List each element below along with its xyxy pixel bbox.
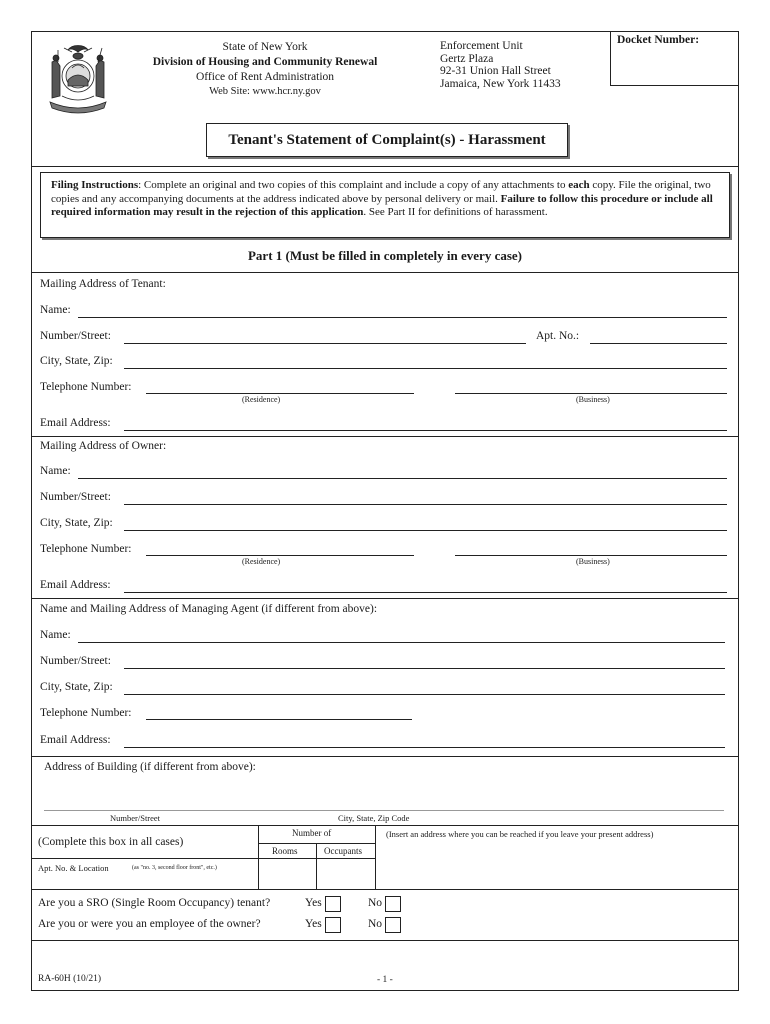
filing-label: Filing Instructions (51, 179, 139, 191)
sro-yes-label: Yes (305, 897, 322, 909)
building-city-caption: City, State, Zip Code (338, 813, 410, 823)
owner-city-label: City, State, Zip: (40, 517, 113, 529)
divider (31, 272, 739, 273)
owner-business-caption: (Business) (576, 557, 610, 566)
page-number: - 1 - (377, 975, 393, 985)
tenant-business-caption: (Business) (576, 395, 610, 404)
owner-heading: Mailing Address of Owner: (40, 440, 167, 452)
agent-phone-field[interactable] (146, 719, 412, 720)
employee-yes-label: Yes (305, 918, 322, 930)
form-number: RA-60H (10/21) (38, 974, 102, 984)
enforcement-address (440, 40, 561, 90)
owner-name-field[interactable] (78, 478, 727, 479)
plaza-name: Gertz Plaza (440, 52, 494, 65)
docket-number-box[interactable] (610, 32, 739, 86)
division-name: Division of Housing and Community Renewal (152, 56, 378, 68)
number-of-label: Number of (292, 828, 332, 838)
divider (31, 940, 739, 941)
owner-residence-caption: (Residence) (242, 557, 281, 566)
complete-box-label: (Complete this box in all cases) (38, 836, 184, 848)
rooms-field[interactable] (260, 859, 314, 887)
sro-yes-checkbox[interactable] (325, 896, 341, 912)
building-heading: Address of Building (if different from above): (44, 761, 256, 773)
owner-email-field[interactable] (124, 592, 727, 593)
tenant-street-label: Number/Street: (40, 330, 111, 342)
sro-no-checkbox[interactable] (385, 896, 401, 912)
divider (258, 825, 259, 889)
filing-each: each (568, 179, 590, 191)
tenant-city-label: City, State, Zip: (40, 355, 113, 367)
tenant-residence-caption: (Residence) (242, 395, 281, 404)
divider (316, 843, 317, 889)
tenant-phone-business-field[interactable] (455, 393, 727, 394)
divider (258, 843, 375, 844)
apt-location-label: Apt. No. & Location (38, 863, 109, 873)
filing-warning: Failure to follow this procedure or include all required information may result in the rejection of this application (51, 192, 713, 218)
tenant-street-field[interactable] (124, 343, 526, 344)
divider (375, 825, 376, 889)
unit-city: Jamaica, New York 11433 (440, 77, 561, 90)
agent-street-field[interactable] (124, 668, 725, 669)
form-title: Tenant's Statement of Complaint(s) - Harassment (206, 123, 568, 157)
employee-yes-checkbox[interactable] (325, 917, 341, 933)
owner-phone-residence-field[interactable] (146, 555, 414, 556)
employee-no-checkbox[interactable] (385, 917, 401, 933)
owner-street-label: Number/Street: (40, 491, 111, 503)
agent-city-label: City, State, Zip: (40, 681, 113, 693)
rooms-label: Rooms (272, 846, 298, 856)
tenant-name-label: Name: (40, 304, 71, 316)
sro-no-label: No (368, 897, 383, 909)
filing-text-2: copy. File the original, two copies and any accompanying documents at the address indicated above by personal delivery or mail. (51, 179, 711, 205)
tenant-apt-label: Apt. No.: (536, 330, 580, 342)
tenant-email-label: Email Address: (40, 417, 111, 429)
owner-street-field[interactable] (124, 504, 727, 505)
owner-name-label: Name: (40, 465, 71, 477)
tenant-city-field[interactable] (124, 368, 727, 369)
agent-heading: Name and Mailing Address of Managing Agent (if different from above): (40, 603, 378, 615)
owner-phone-business-field[interactable] (455, 555, 727, 556)
agent-email-field[interactable] (124, 747, 725, 748)
filing-instructions (40, 172, 730, 238)
tenant-apt-field[interactable] (590, 343, 727, 344)
agent-phone-label: Telephone Number: (40, 707, 132, 719)
divider (31, 756, 739, 757)
docket-label: Docket Number: (617, 34, 700, 46)
employee-no-label: No (368, 918, 383, 930)
tenant-email-field[interactable] (124, 430, 727, 431)
employee-question: Are you or were you an employee of the owner? (38, 918, 261, 930)
agent-name-field[interactable] (78, 642, 725, 643)
tenant-heading: Mailing Address of Tenant: (40, 278, 166, 290)
owner-phone-label: Telephone Number: (40, 543, 132, 555)
part1-title: Part 1 (Must be filled in completely in every case) (247, 248, 522, 263)
agency-header (130, 40, 400, 98)
unit-street: 92-31 Union Hall Street (440, 65, 551, 77)
divider (31, 825, 739, 826)
sro-question: Are you a SRO (Single Room Occupancy) tenant? (38, 897, 271, 909)
insert-address-note: (Insert an address where you can be reached if you leave your present address) (386, 829, 654, 839)
website: Web Site: www.hcr.ny.gov (209, 86, 321, 97)
building-address-field[interactable] (44, 810, 724, 811)
divider (31, 166, 739, 167)
tenant-name-field[interactable] (78, 317, 727, 318)
new-york-state-seal-icon (42, 40, 114, 118)
office-name: Office of Rent Administration (195, 71, 335, 83)
agent-city-field[interactable] (124, 694, 725, 695)
divider (31, 598, 739, 599)
filing-text-1: : Complete an original and two copies of this complaint and include a copy of any attachments to (138, 179, 569, 191)
tenant-phone-residence-field[interactable] (146, 393, 414, 394)
divider (31, 889, 739, 890)
tenant-phone-label: Telephone Number: (40, 381, 132, 393)
owner-city-field[interactable] (124, 530, 727, 531)
divider (31, 436, 739, 437)
unit-name: Enforcement Unit (440, 40, 523, 52)
filing-text-3: . See Part II for definitions of harassment. (363, 206, 548, 218)
state-name: State of New York (222, 41, 308, 53)
owner-email-label: Email Address: (40, 579, 111, 591)
agent-name-label: Name: (40, 629, 71, 641)
agent-email-label: Email Address: (40, 734, 111, 746)
apt-location-hint: (as "no. 3, second floor front", etc.) (132, 865, 217, 871)
building-street-caption: Number/Street (110, 813, 161, 823)
occupants-field[interactable] (318, 859, 373, 887)
agent-street-label: Number/Street: (40, 655, 111, 667)
occupants-label: Occupants (324, 846, 362, 856)
